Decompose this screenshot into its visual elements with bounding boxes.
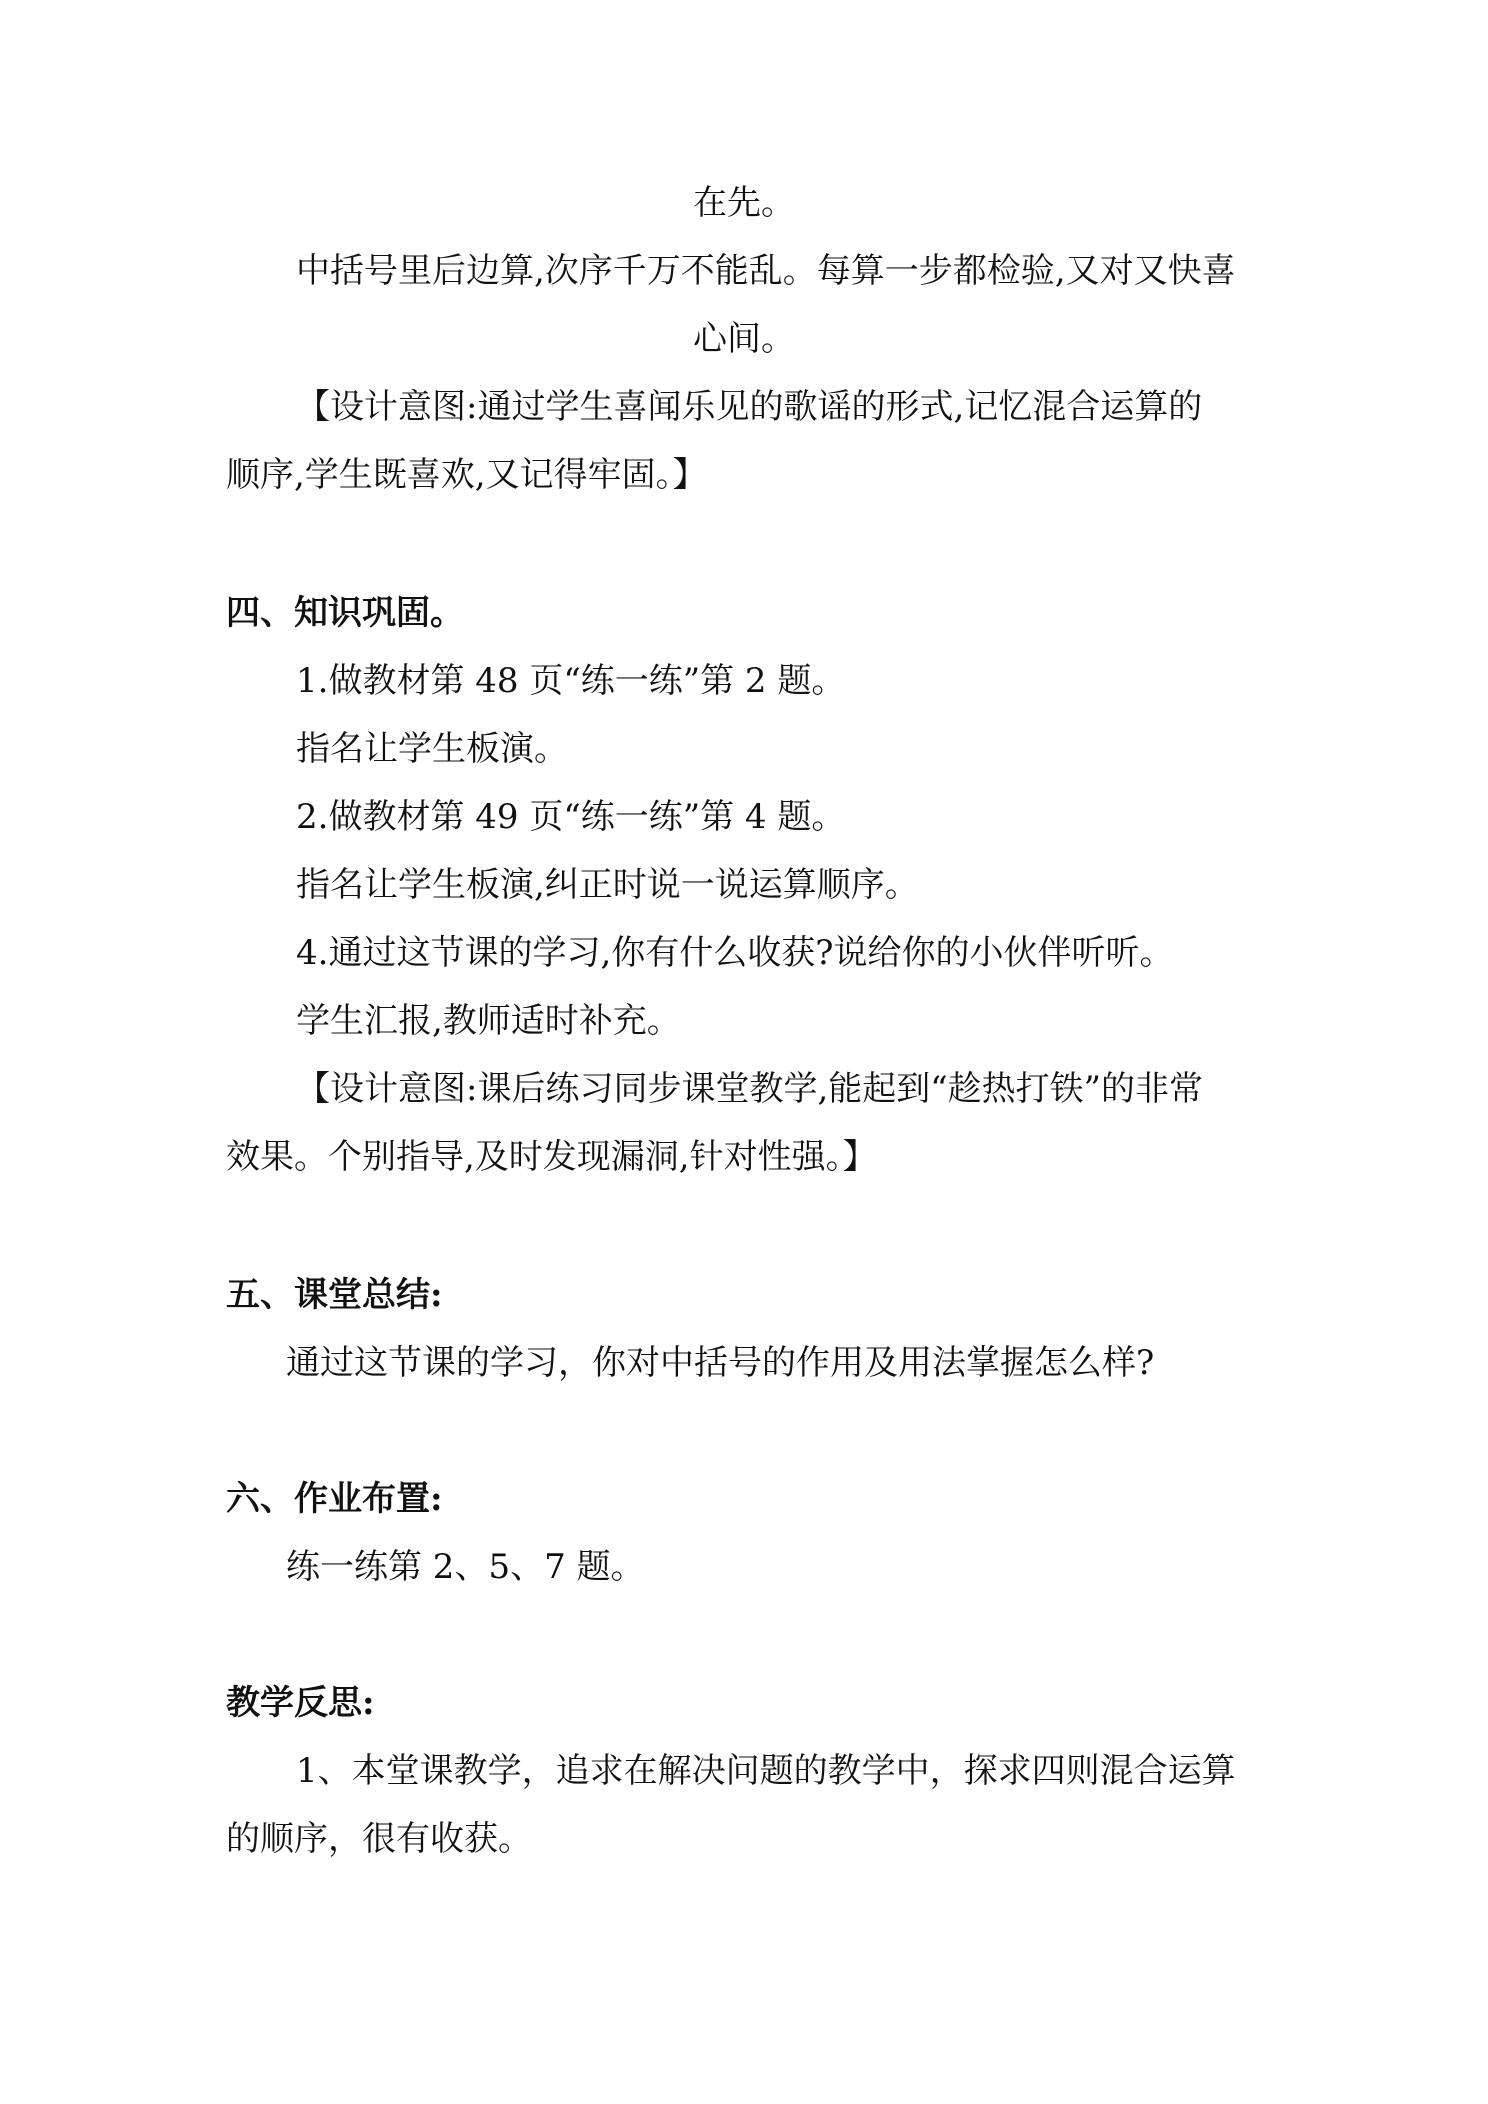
summary-text: 通过这节课的学习，你对中括号的作用及用法掌握怎么样? <box>286 1343 1155 1383</box>
design-intent-line: 效果。个别指导,及时发现漏洞,针对性强。】 <box>226 1137 877 1177</box>
exercise-note: 指名让学生板演。 <box>296 729 568 769</box>
exercise-item: 2.做教材第 49 页“练一练”第 4 题。 <box>296 797 846 837</box>
section-heading-reflection: 教学反思: <box>226 1683 375 1723</box>
design-intent-line: 顺序,学生既喜欢,又记得牢固。】 <box>226 455 707 495</box>
section-heading-summary: 五、课堂总结: <box>226 1275 443 1315</box>
rhyme-line-end: 心间。 <box>693 319 795 359</box>
section-heading-homework: 六、作业布置: <box>226 1479 443 1519</box>
exercise-note: 学生汇报,教师适时补充。 <box>296 1001 681 1041</box>
reflection-line: 1、本堂课教学，追求在解决问题的教学中，探求四则混合运算 <box>296 1751 1236 1791</box>
design-intent-line: 【设计意图:课后练习同步课堂教学,能起到“趁热打铁”的非常 <box>296 1069 1204 1109</box>
rhyme-line: 中括号里后边算,次序千万不能乱。每算一步都检验,又对又快喜 <box>296 251 1236 291</box>
design-intent-line: 【设计意图:通过学生喜闻乐见的歌谣的形式,记忆混合运算的 <box>296 387 1203 427</box>
homework-text: 练一练第 2、5、7 题。 <box>286 1547 645 1587</box>
reflection-line: 的顺序，很有收获。 <box>226 1819 532 1859</box>
section-heading-consolidation: 四、知识巩固。 <box>226 593 464 633</box>
exercise-item: 1.做教材第 48 页“练一练”第 2 题。 <box>296 661 846 701</box>
exercise-note: 指名让学生板演,纠正时说一说运算顺序。 <box>296 865 919 905</box>
exercise-item: 4.通过这节课的学习,你有什么收获?说给你的小伙伴听听。 <box>296 933 1174 973</box>
rhyme-line-end: 在先。 <box>693 183 795 223</box>
